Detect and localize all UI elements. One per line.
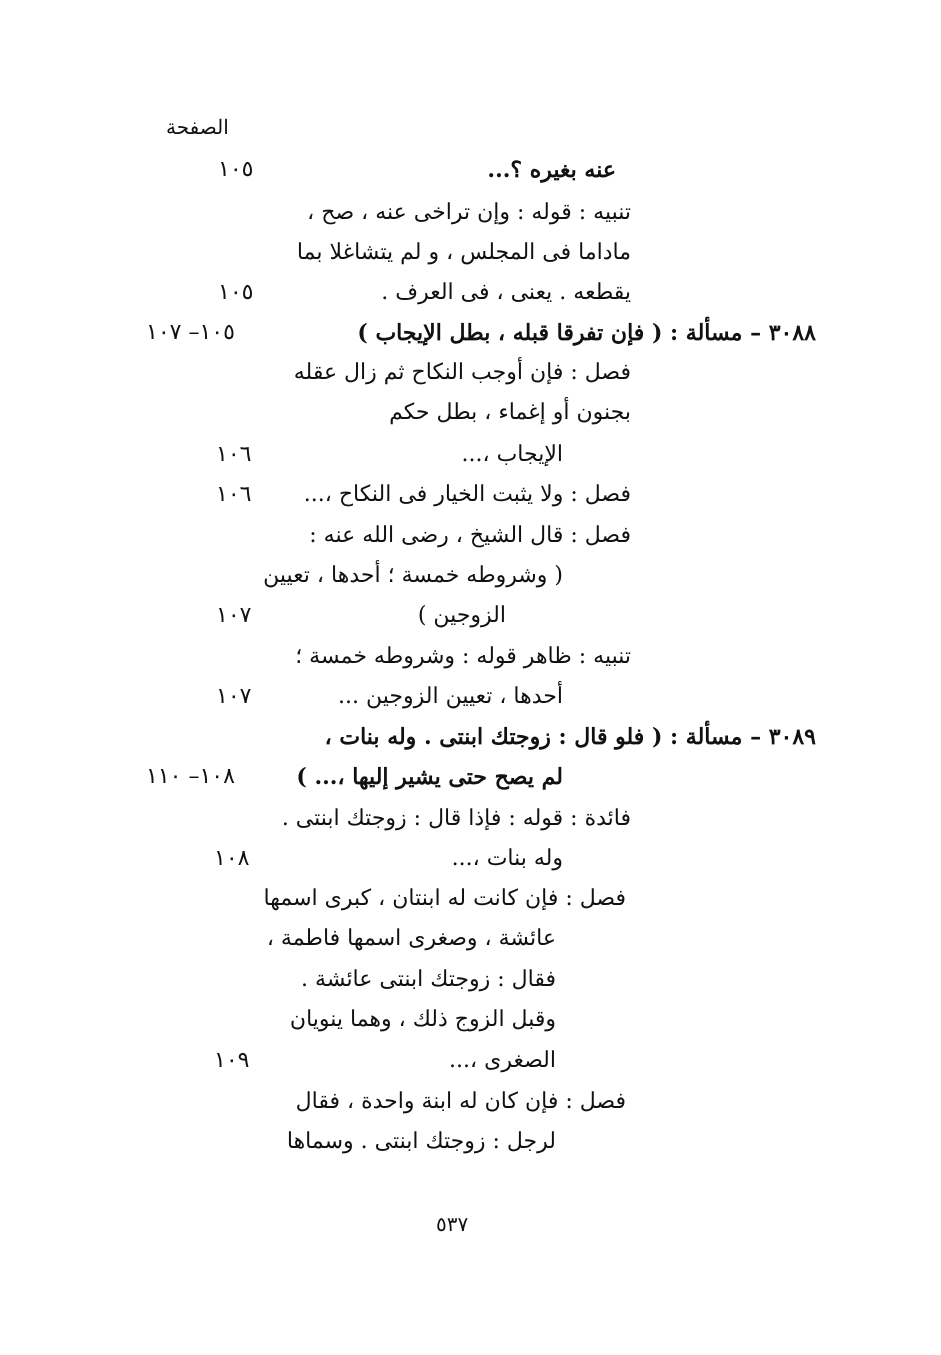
index-line: ماداما فى المجلس ، و لم يتشاغلا بما: [296, 240, 631, 265]
index-line: أحدها ، تعيين الزوجين ...: [338, 684, 563, 709]
page-ref: ١٠٨– ١١٠: [146, 764, 235, 789]
index-line: تنبيه : ظاهر قوله : وشروطه خمسة ؛: [295, 644, 631, 669]
index-line: وله بنات ،...: [451, 846, 563, 871]
index-line: بجنون أو إغماء ، بطل حكم: [389, 400, 631, 425]
page-ref: ١٠٨: [214, 846, 250, 871]
page-column-header: الصفحة: [166, 115, 229, 139]
page-ref: ١٠٦: [216, 482, 252, 507]
index-line: الإيجاب ،...: [461, 442, 563, 467]
index-line: لرجل : زوجتك ابنتى . وسماها: [286, 1129, 556, 1154]
index-line: الزوجين ): [417, 603, 506, 628]
index-line: فقال : زوجتك ابنتى عائشة .: [301, 967, 556, 992]
page-ref: ١٠٧: [216, 603, 252, 628]
index-line: تنبيه : قوله : وإن تراخى عنه ، صح ،: [307, 200, 631, 225]
index-line: فائدة : قوله : فإذا قال : زوجتك ابنتى .: [281, 806, 631, 831]
page-ref: ١٠٩: [214, 1048, 250, 1073]
index-line: وقبل الزوج ذلك ، وهما ينويان: [289, 1007, 556, 1032]
page-ref: ١٠٧: [216, 684, 252, 709]
index-line: يقطعه . يعنى ، فى العرف .: [381, 280, 631, 305]
index-line: ( وشروطه خمسة ؛ أحدها ، تعيين: [263, 563, 563, 588]
page-ref: ١٠٦: [216, 442, 252, 467]
index-line: عنه بغيره ؟...: [487, 157, 616, 183]
index-heading: ٣٠٨٨ – مسألة : ( فإن تفرقا قبله ، بطل الإيجاب ): [357, 320, 816, 346]
page-number: ٥٣٧: [436, 1212, 469, 1236]
page-ref: ١٠٥: [218, 280, 254, 305]
index-line: فصل : ولا يثبت الخيار فى النكاح ،...: [303, 482, 631, 507]
page-ref: ١٠٥: [218, 157, 254, 182]
index-line: فصل : قال الشيخ ، رضى الله عنه :: [309, 523, 631, 548]
index-heading: ٣٠٨٩ – مسألة : ( فلو قال : زوجتك ابنتى . وله بنات ،: [324, 724, 816, 750]
index-line: الصغرى ،...: [449, 1048, 556, 1073]
index-line: عائشة ، وصغرى اسمها فاطمة ،: [266, 926, 556, 951]
index-line: فصل : فإن كانت له ابنتان ، كبرى اسمها: [263, 886, 626, 911]
index-line: فصل : فإن كان له ابنة واحدة ، فقال: [295, 1089, 626, 1114]
page-ref: ١٠٥– ١٠٧: [146, 320, 235, 345]
index-line: فصل : فإن أوجب النكاح ثم زال عقله: [293, 360, 631, 385]
index-heading: لم يصح حتى يشير إليها ،... ): [296, 764, 563, 790]
